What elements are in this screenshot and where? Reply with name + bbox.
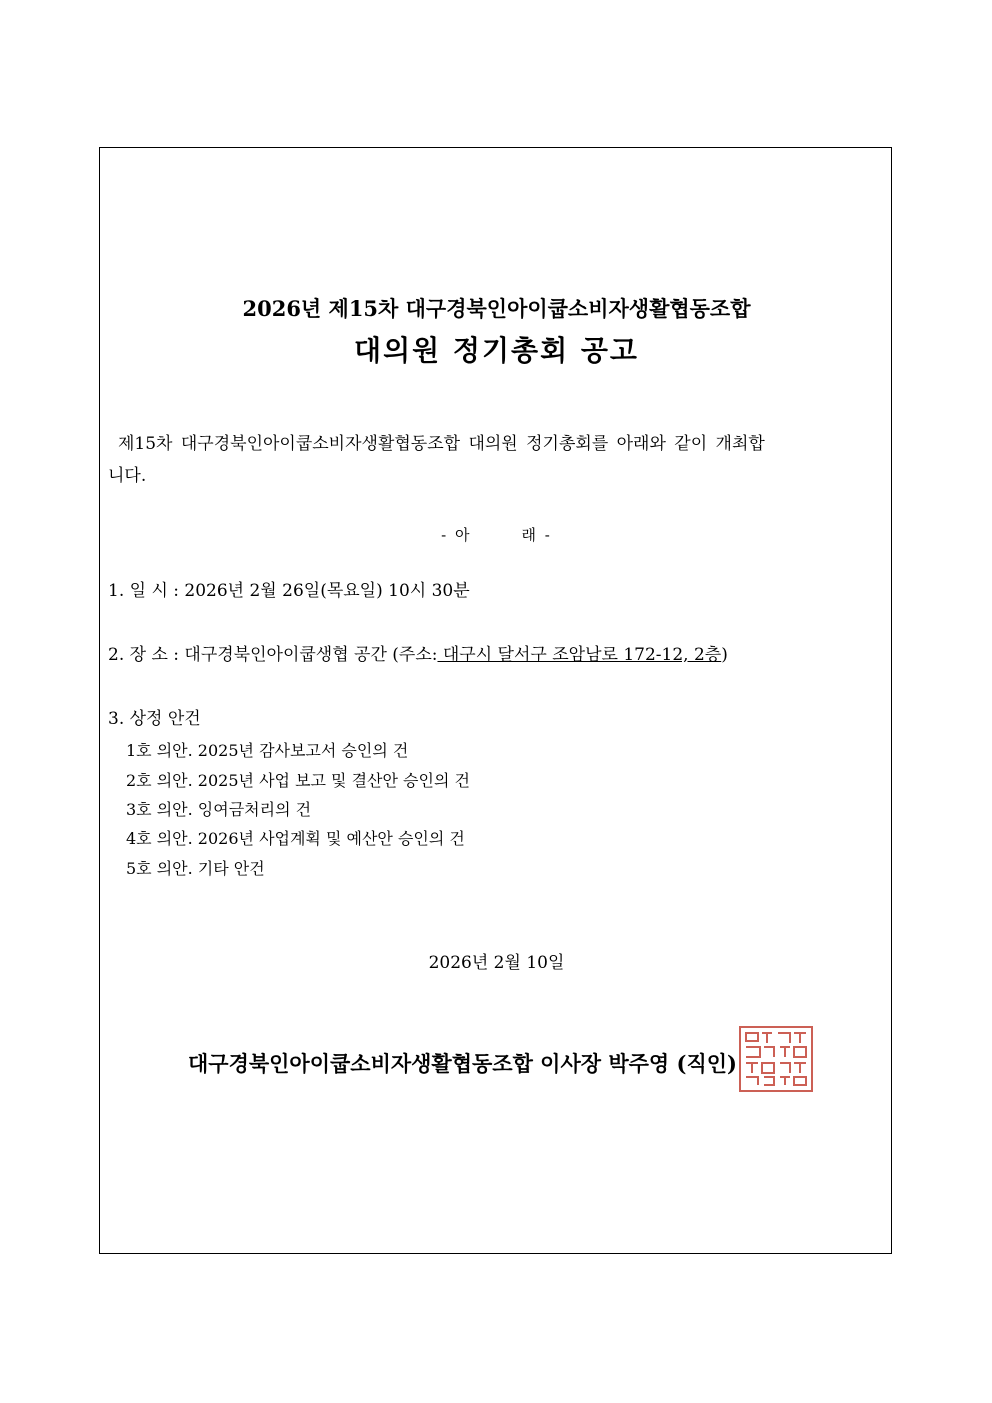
intro-paragraph bbox=[108, 428, 888, 492]
location-address: 대구시 달서구 조암남로 172-12, 2층 bbox=[437, 645, 722, 665]
agenda-item-3: 3호 의안. 잉여금처리의 건 bbox=[126, 800, 312, 819]
notice-title-line1: 2026년 제15차 대구경북인아이쿱소비자생활협동조합 bbox=[242, 296, 751, 321]
ahrae-left: - 아 bbox=[441, 526, 472, 544]
official-seal-icon bbox=[738, 1025, 814, 1093]
item-location bbox=[108, 640, 728, 665]
intro-text-part2: 니다. bbox=[108, 466, 147, 486]
agenda-item-1: 1호 의안. 2025년 감사보고서 승인의 건 bbox=[126, 741, 409, 760]
notice-date: 2026년 2월 10일 bbox=[428, 953, 565, 973]
agenda-item-2: 2호 의안. 2025년 사업 보고 및 결산안 승인의 건 bbox=[126, 771, 470, 790]
agenda-item-4: 4호 의안. 2026년 사업계획 및 예산안 승인의 건 bbox=[126, 829, 465, 848]
notice-frame bbox=[99, 147, 892, 1254]
location-suffix: ) bbox=[721, 645, 728, 665]
item-agenda-heading: 3. 상정 안건 bbox=[108, 709, 201, 729]
section-divider-ahrae bbox=[100, 524, 893, 545]
item-datetime: 1. 일 시 : 2026년 2월 26일(목요일) 10시 30분 bbox=[108, 581, 470, 601]
notice-title-line2: 대의원 정기총회 공고 bbox=[354, 334, 639, 367]
agenda-item-5: 5호 의안. 기타 안건 bbox=[126, 859, 265, 878]
location-prefix: 2. 장 소 : 대구경북인아이쿱생협 공간 (주소: bbox=[108, 645, 438, 665]
ahrae-right: 래 - bbox=[521, 526, 552, 544]
intro-text-part1: 제15차 대구경북인아이쿱소비자생활협동조합 대의원 정기총회를 아래와 같이 개최합 bbox=[118, 434, 765, 454]
signature-line: 대구경북인아이쿱소비자생활협동조합 이사장 박주영 (직인) bbox=[188, 1051, 737, 1076]
